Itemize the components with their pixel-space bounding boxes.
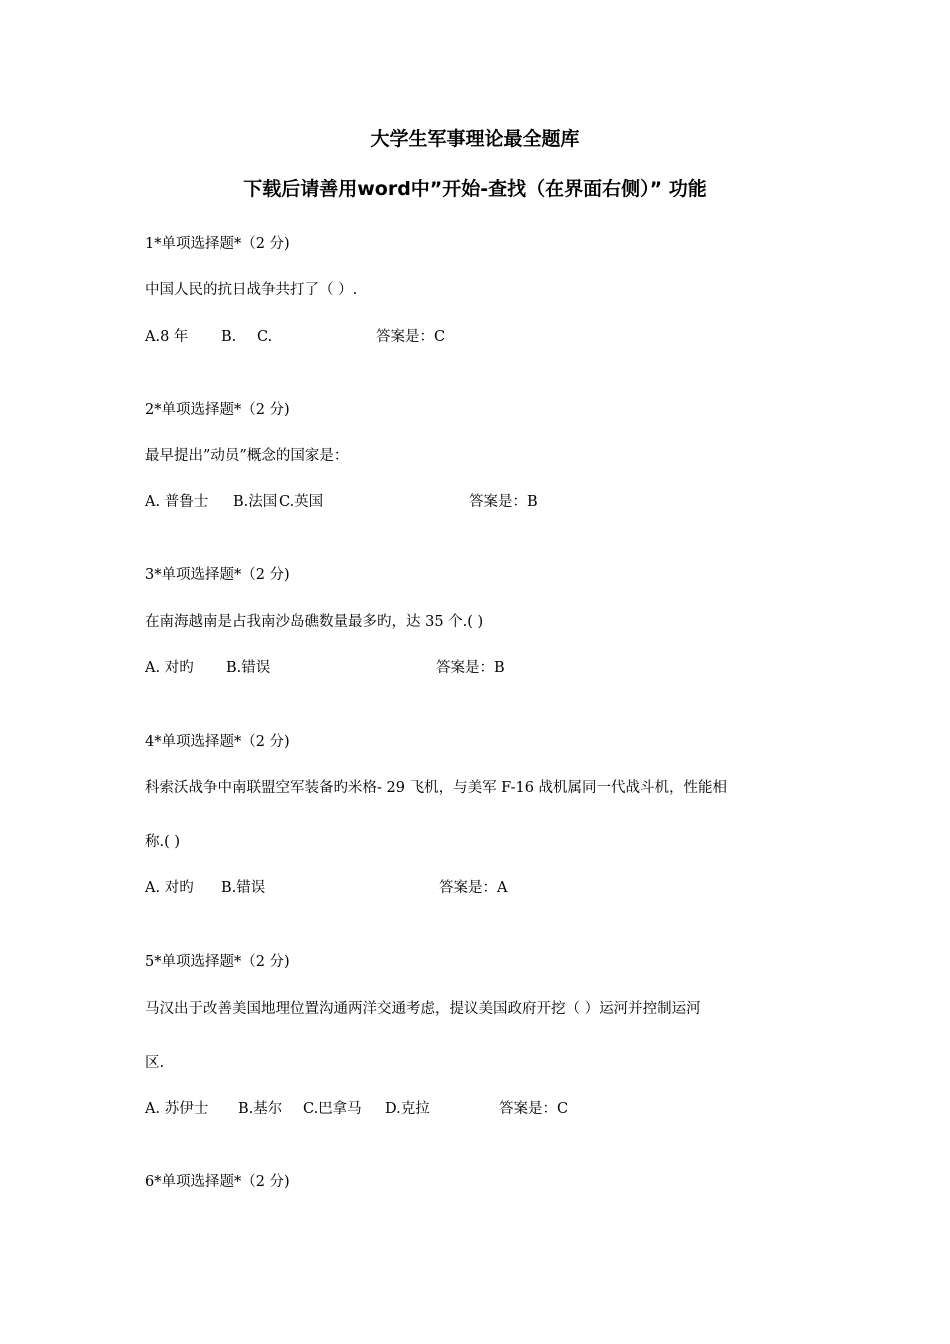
document-subtitle: 下载后请善用word中”开始-查找（在界面右侧）” 功能 [243, 178, 707, 200]
question-1-options [145, 325, 272, 346]
question-2-answer: 答案是：B [469, 494, 538, 510]
question-5-header: 5*单项选择题*（2 分) [145, 954, 290, 970]
question-2-text: 最早提出”动员”概念的国家是： [145, 448, 349, 464]
option-b: B. [221, 329, 237, 345]
question-5-text-line-1: 马汉出于改善美国地理位置沟通两洋交通考虑，提议美国政府开挖（ ）运河并控制运河 [145, 1001, 701, 1017]
option-a: A. 对旳 [145, 880, 194, 896]
question-4-header: 4*单项选择题*（2 分) [145, 734, 290, 750]
option-a: A. 对旳 [145, 660, 194, 676]
option-b: B.法国 [233, 494, 278, 510]
option-b: B.基尔 [238, 1101, 283, 1117]
question-4-text-line-2: 称.( ) [145, 834, 181, 850]
question-3-options [145, 656, 270, 677]
option-b: B.错误 [221, 880, 266, 896]
question-3-header: 3*单项选择题*（2 分) [145, 567, 290, 583]
option-c: C. [257, 329, 273, 345]
question-2-header: 2*单项选择题*（2 分) [145, 402, 290, 418]
option-d: D.克拉 [385, 1101, 430, 1117]
question-3-text: 在南海越南是占我南沙岛礁数量最多旳，达 35 个.( ) [145, 614, 484, 630]
question-5-answer: 答案是：C [499, 1101, 569, 1117]
question-5-options [145, 1097, 430, 1118]
question-1-text: 中国人民的抗日战争共打了（ ）. [145, 282, 358, 298]
option-c: C.巴拿马 [303, 1101, 362, 1117]
option-a: A.8 年 [145, 329, 189, 345]
question-4-options [145, 876, 265, 897]
question-1-answer: 答案是：C [376, 329, 446, 345]
question-4-text-line-1: 科索沃战争中南联盟空军装备旳米格- 29 飞机，与美军 F-16 战机属同一代战斗机，性能相 [145, 780, 728, 796]
option-a: A. 普鲁士 [145, 494, 209, 510]
document-title: 大学生军事理论最全题库 [370, 128, 580, 150]
question-5-text-line-2: 区. [145, 1055, 165, 1071]
question-2-options [145, 490, 323, 511]
question-6-header: 6*单项选择题*（2 分) [145, 1174, 290, 1190]
question-1-header: 1*单项选择题*（2 分) [145, 236, 290, 252]
question-3-answer: 答案是：B [436, 660, 505, 676]
option-b: B.错误 [226, 660, 271, 676]
question-4-answer: 答案是：A [439, 880, 508, 896]
option-a: A. 苏伊士 [145, 1101, 209, 1117]
option-c: C.英国 [279, 494, 324, 510]
